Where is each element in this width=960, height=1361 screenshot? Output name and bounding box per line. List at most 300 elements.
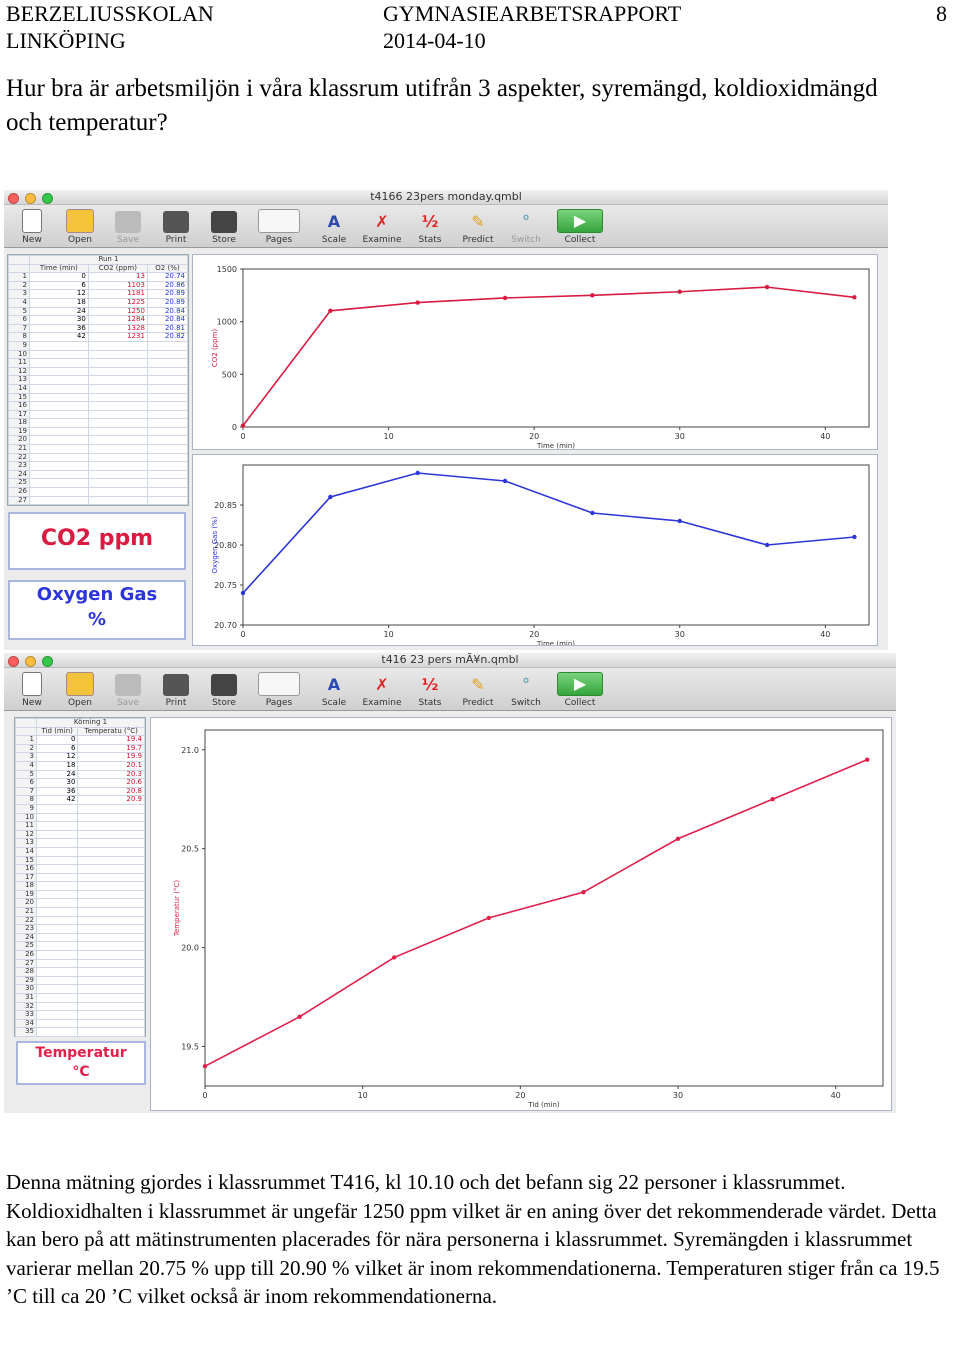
table-cell[interactable]: 6 xyxy=(30,281,89,290)
table-cell[interactable] xyxy=(37,951,78,960)
table-row[interactable] xyxy=(16,839,145,848)
table-row[interactable] xyxy=(16,822,145,831)
table-cell[interactable] xyxy=(147,470,187,479)
co2-graph[interactable] xyxy=(192,254,878,450)
table-cell[interactable]: 20.82 xyxy=(147,333,187,342)
table-cell[interactable] xyxy=(30,350,89,359)
table-cell[interactable]: 20.84 xyxy=(147,307,187,316)
table-cell[interactable] xyxy=(37,959,78,968)
table-cell[interactable] xyxy=(88,393,147,402)
table-cell[interactable]: 20.86 xyxy=(147,281,187,290)
table-row[interactable] xyxy=(16,856,145,865)
table-row[interactable] xyxy=(9,324,188,333)
table-cell[interactable]: 36 xyxy=(37,787,78,796)
row-number[interactable]: 7 xyxy=(16,787,37,796)
table-cell[interactable] xyxy=(37,839,78,848)
table-cell[interactable] xyxy=(147,445,187,454)
table-row[interactable] xyxy=(9,384,188,393)
table-row[interactable] xyxy=(16,951,145,960)
new-button[interactable]: New xyxy=(8,209,56,247)
table-cell[interactable] xyxy=(78,1002,145,1011)
table-cell[interactable] xyxy=(37,1002,78,1011)
table-cell[interactable] xyxy=(78,994,145,1003)
table-cell[interactable] xyxy=(30,359,89,368)
table-cell[interactable]: 30 xyxy=(30,316,89,325)
table-cell[interactable] xyxy=(37,908,78,917)
row-number[interactable]: 22 xyxy=(9,453,30,462)
examine-button[interactable]: ✗ Examine xyxy=(362,675,402,708)
pages-button[interactable]: Pages xyxy=(248,672,310,710)
row-number[interactable]: 2 xyxy=(16,744,37,753)
row-number[interactable]: 2 xyxy=(9,281,30,290)
table-cell[interactable] xyxy=(147,393,187,402)
predict-button[interactable]: ✎ Predict xyxy=(462,212,494,245)
table-cell[interactable]: 30 xyxy=(37,779,78,788)
table-cell[interactable] xyxy=(30,410,89,419)
table-row[interactable] xyxy=(9,479,188,488)
table-row[interactable] xyxy=(16,779,145,788)
table-row[interactable] xyxy=(16,761,145,770)
table-cell[interactable] xyxy=(78,865,145,874)
table-cell[interactable] xyxy=(37,856,78,865)
table-row[interactable] xyxy=(16,908,145,917)
table-cell[interactable] xyxy=(88,436,147,445)
row-number[interactable]: 17 xyxy=(9,410,30,419)
table-row[interactable] xyxy=(16,813,145,822)
row-number[interactable]: 6 xyxy=(9,316,30,325)
table-cell[interactable] xyxy=(30,436,89,445)
table-cell[interactable] xyxy=(37,994,78,1003)
table-cell[interactable] xyxy=(37,899,78,908)
table-row[interactable] xyxy=(16,916,145,925)
table-cell[interactable] xyxy=(88,488,147,497)
table-cell[interactable]: 1328 xyxy=(88,324,147,333)
row-number[interactable]: 5 xyxy=(9,307,30,316)
table-cell[interactable]: 18 xyxy=(37,761,78,770)
new-button[interactable]: New xyxy=(8,672,56,710)
row-number[interactable]: 20 xyxy=(9,436,30,445)
table-cell[interactable]: 19.4 xyxy=(78,736,145,745)
pages-button[interactable]: Pages xyxy=(248,209,310,247)
row-number[interactable]: 29 xyxy=(16,976,37,985)
row-number[interactable]: 33 xyxy=(16,1011,37,1020)
table-cell[interactable] xyxy=(88,462,147,471)
data-table[interactable] xyxy=(7,254,189,506)
table-cell[interactable]: 0 xyxy=(30,273,89,282)
row-number[interactable]: 11 xyxy=(16,822,37,831)
table-cell[interactable] xyxy=(88,470,147,479)
table-cell[interactable] xyxy=(30,470,89,479)
scale-button[interactable]: A Scale xyxy=(321,675,347,708)
table-cell[interactable]: 20.9 xyxy=(78,796,145,805)
table-row[interactable] xyxy=(16,865,145,874)
table-cell[interactable]: 36 xyxy=(30,324,89,333)
table-cell[interactable] xyxy=(147,436,187,445)
table-row[interactable] xyxy=(9,488,188,497)
table-cell[interactable] xyxy=(78,908,145,917)
table-cell[interactable] xyxy=(78,856,145,865)
table-row[interactable] xyxy=(9,470,188,479)
table-cell[interactable] xyxy=(30,419,89,428)
row-number[interactable]: 19 xyxy=(16,890,37,899)
table-cell[interactable] xyxy=(147,462,187,471)
row-number[interactable]: 26 xyxy=(9,488,30,497)
table-cell[interactable] xyxy=(147,488,187,497)
table-row[interactable] xyxy=(16,1019,145,1028)
table-cell[interactable] xyxy=(147,453,187,462)
print-button[interactable]: Print xyxy=(152,674,200,710)
table-cell[interactable] xyxy=(37,916,78,925)
row-number[interactable]: 25 xyxy=(9,479,30,488)
table-cell[interactable]: 20.6 xyxy=(78,779,145,788)
table-cell[interactable] xyxy=(147,402,187,411)
table-row[interactable] xyxy=(16,882,145,891)
table-cell[interactable] xyxy=(37,933,78,942)
table-cell[interactable] xyxy=(88,359,147,368)
row-number[interactable]: 8 xyxy=(16,796,37,805)
row-number[interactable]: 32 xyxy=(16,1002,37,1011)
table-cell[interactable] xyxy=(37,813,78,822)
table-cell[interactable] xyxy=(30,496,89,505)
table-row[interactable] xyxy=(9,273,188,282)
row-number[interactable]: 15 xyxy=(9,393,30,402)
table-cell[interactable] xyxy=(37,1028,78,1037)
table-cell[interactable] xyxy=(78,813,145,822)
table-cell[interactable] xyxy=(37,830,78,839)
table-cell[interactable] xyxy=(147,341,187,350)
table-row[interactable] xyxy=(16,796,145,805)
table-cell[interactable]: 1225 xyxy=(88,298,147,307)
row-number[interactable]: 11 xyxy=(9,359,30,368)
table-cell[interactable] xyxy=(78,916,145,925)
table-cell[interactable] xyxy=(30,393,89,402)
table-cell[interactable]: 24 xyxy=(30,307,89,316)
table-cell[interactable]: 20.81 xyxy=(147,324,187,333)
row-number[interactable]: 3 xyxy=(16,753,37,762)
table-row[interactable] xyxy=(16,1002,145,1011)
row-number[interactable]: 9 xyxy=(16,804,37,813)
table-row[interactable] xyxy=(9,359,188,368)
row-number[interactable]: 18 xyxy=(16,882,37,891)
row-number[interactable]: 17 xyxy=(16,873,37,882)
table-cell[interactable]: 19.9 xyxy=(78,753,145,762)
table-cell[interactable]: 20.89 xyxy=(147,298,187,307)
row-number[interactable]: 1 xyxy=(9,273,30,282)
table-cell[interactable] xyxy=(147,350,187,359)
switch-button[interactable]: ° Switch xyxy=(511,212,541,245)
table-row[interactable] xyxy=(16,976,145,985)
table-row[interactable] xyxy=(9,462,188,471)
table-cell[interactable]: 20.89 xyxy=(147,290,187,299)
table-row[interactable] xyxy=(9,402,188,411)
table-cell[interactable] xyxy=(78,951,145,960)
table-row[interactable] xyxy=(9,298,188,307)
table-row[interactable] xyxy=(16,753,145,762)
table-cell[interactable] xyxy=(37,873,78,882)
table-cell[interactable]: 1284 xyxy=(88,316,147,325)
table-cell[interactable] xyxy=(78,882,145,891)
row-number[interactable]: 23 xyxy=(16,925,37,934)
table-cell[interactable] xyxy=(88,496,147,505)
table-cell[interactable] xyxy=(78,804,145,813)
table-cell[interactable] xyxy=(88,445,147,454)
table-cell[interactable] xyxy=(30,488,89,497)
table-row[interactable] xyxy=(16,787,145,796)
table-cell[interactable] xyxy=(88,350,147,359)
table-cell[interactable]: 42 xyxy=(30,333,89,342)
row-number[interactable]: 26 xyxy=(16,951,37,960)
row-number[interactable]: 6 xyxy=(16,779,37,788)
table-cell[interactable] xyxy=(37,985,78,994)
table-row[interactable] xyxy=(16,830,145,839)
table-cell[interactable] xyxy=(78,985,145,994)
row-number[interactable]: 14 xyxy=(9,384,30,393)
store-button[interactable]: Store xyxy=(200,211,248,247)
row-number[interactable]: 30 xyxy=(16,985,37,994)
table-cell[interactable] xyxy=(78,942,145,951)
table-cell[interactable]: 42 xyxy=(37,796,78,805)
table-row[interactable] xyxy=(16,959,145,968)
row-number[interactable]: 8 xyxy=(9,333,30,342)
table-cell[interactable] xyxy=(37,1019,78,1028)
table-row[interactable] xyxy=(9,427,188,436)
table-cell[interactable]: 12 xyxy=(30,290,89,299)
table-row[interactable] xyxy=(9,376,188,385)
table-row[interactable] xyxy=(16,994,145,1003)
row-number[interactable]: 10 xyxy=(9,350,30,359)
table-cell[interactable] xyxy=(88,427,147,436)
table-row[interactable] xyxy=(16,804,145,813)
table-cell[interactable] xyxy=(88,402,147,411)
table-row[interactable] xyxy=(16,942,145,951)
table-cell[interactable] xyxy=(78,933,145,942)
table-cell[interactable] xyxy=(147,367,187,376)
table-cell[interactable]: 1250 xyxy=(88,307,147,316)
temperature-graph[interactable] xyxy=(150,717,892,1111)
table-row[interactable] xyxy=(16,899,145,908)
table-cell[interactable]: 18 xyxy=(30,298,89,307)
table-cell[interactable] xyxy=(78,890,145,899)
oxygen-graph[interactable] xyxy=(192,454,878,646)
table-cell[interactable] xyxy=(147,479,187,488)
table-row[interactable] xyxy=(9,341,188,350)
table-cell[interactable] xyxy=(37,804,78,813)
table-row[interactable] xyxy=(9,333,188,342)
store-button[interactable]: Store xyxy=(200,674,248,710)
table-cell[interactable]: 24 xyxy=(37,770,78,779)
table-cell[interactable] xyxy=(78,830,145,839)
table-cell[interactable] xyxy=(37,1011,78,1020)
table-cell[interactable] xyxy=(147,359,187,368)
table-cell[interactable] xyxy=(78,1028,145,1037)
table-cell[interactable]: 0 xyxy=(37,736,78,745)
table-row[interactable] xyxy=(9,367,188,376)
table-cell[interactable] xyxy=(88,367,147,376)
table-cell[interactable] xyxy=(78,873,145,882)
table-cell[interactable]: 6 xyxy=(37,744,78,753)
table-row[interactable] xyxy=(16,873,145,882)
row-number[interactable]: 19 xyxy=(9,427,30,436)
table-cell[interactable] xyxy=(30,453,89,462)
row-number[interactable]: 23 xyxy=(9,462,30,471)
table-row[interactable] xyxy=(16,890,145,899)
table-cell[interactable] xyxy=(78,847,145,856)
table-cell[interactable] xyxy=(78,1019,145,1028)
table-row[interactable] xyxy=(9,290,188,299)
table-cell[interactable] xyxy=(88,419,147,428)
row-number[interactable]: 31 xyxy=(16,994,37,1003)
row-number[interactable]: 16 xyxy=(16,865,37,874)
table-cell[interactable]: 1103 xyxy=(88,281,147,290)
open-button[interactable]: Open xyxy=(56,209,104,247)
table-row[interactable] xyxy=(9,410,188,419)
table-cell[interactable]: 1231 xyxy=(88,333,147,342)
table-row[interactable] xyxy=(9,350,188,359)
row-number[interactable]: 24 xyxy=(9,470,30,479)
table-cell[interactable] xyxy=(30,376,89,385)
row-number[interactable]: 25 xyxy=(16,942,37,951)
table-cell[interactable] xyxy=(147,410,187,419)
table-cell[interactable] xyxy=(88,384,147,393)
row-number[interactable]: 27 xyxy=(9,496,30,505)
save-button[interactable]: Save xyxy=(104,674,152,710)
table-cell[interactable] xyxy=(37,822,78,831)
table-cell[interactable] xyxy=(37,976,78,985)
row-number[interactable]: 10 xyxy=(16,813,37,822)
table-cell[interactable] xyxy=(30,462,89,471)
row-number[interactable]: 24 xyxy=(16,933,37,942)
row-number[interactable]: 34 xyxy=(16,1019,37,1028)
table-cell[interactable] xyxy=(30,479,89,488)
table-cell[interactable] xyxy=(37,882,78,891)
row-number[interactable]: 5 xyxy=(16,770,37,779)
row-number[interactable]: 21 xyxy=(16,908,37,917)
table-row[interactable] xyxy=(16,985,145,994)
table-cell[interactable]: 20.74 xyxy=(147,273,187,282)
stats-button[interactable]: ½ Stats xyxy=(418,675,442,708)
row-number[interactable]: 3 xyxy=(9,290,30,299)
table-cell[interactable] xyxy=(37,968,78,977)
table-cell[interactable] xyxy=(147,376,187,385)
table-cell[interactable] xyxy=(37,865,78,874)
table-cell[interactable]: 12 xyxy=(37,753,78,762)
collect-button[interactable]: ▶ Collect xyxy=(550,209,610,247)
table-cell[interactable] xyxy=(30,427,89,436)
row-number[interactable]: 35 xyxy=(16,1028,37,1037)
row-number[interactable]: 7 xyxy=(9,324,30,333)
row-number[interactable]: 12 xyxy=(9,367,30,376)
table-row[interactable] xyxy=(16,736,145,745)
table-cell[interactable]: 20.1 xyxy=(78,761,145,770)
table-row[interactable] xyxy=(9,445,188,454)
table-cell[interactable] xyxy=(30,445,89,454)
row-number[interactable]: 9 xyxy=(9,341,30,350)
table-row[interactable] xyxy=(16,770,145,779)
row-number[interactable]: 4 xyxy=(9,298,30,307)
table-cell[interactable] xyxy=(88,479,147,488)
table-cell[interactable]: 13 xyxy=(88,273,147,282)
row-number[interactable]: 13 xyxy=(16,839,37,848)
table-row[interactable] xyxy=(16,925,145,934)
table-row[interactable] xyxy=(9,453,188,462)
table-cell[interactable] xyxy=(147,384,187,393)
table-row[interactable] xyxy=(16,744,145,753)
table-cell[interactable]: 20.84 xyxy=(147,316,187,325)
table-row[interactable] xyxy=(16,847,145,856)
table-cell[interactable] xyxy=(78,1011,145,1020)
table-row[interactable] xyxy=(9,436,188,445)
examine-button[interactable]: ✗ Examine xyxy=(362,212,402,245)
row-number[interactable]: 20 xyxy=(16,899,37,908)
table-cell[interactable] xyxy=(78,839,145,848)
table-row[interactable] xyxy=(9,393,188,402)
scale-button[interactable]: A Scale xyxy=(321,212,347,245)
table-row[interactable] xyxy=(9,316,188,325)
table-cell[interactable] xyxy=(88,410,147,419)
table-cell[interactable] xyxy=(147,419,187,428)
collect-button[interactable]: ▶ Collect xyxy=(550,672,610,710)
table-row[interactable] xyxy=(9,496,188,505)
row-number[interactable]: 13 xyxy=(9,376,30,385)
data-table[interactable] xyxy=(14,717,146,1037)
table-cell[interactable] xyxy=(37,925,78,934)
row-number[interactable]: 14 xyxy=(16,847,37,856)
table-cell[interactable] xyxy=(78,899,145,908)
row-number[interactable]: 12 xyxy=(16,830,37,839)
stats-button[interactable]: ½ Stats xyxy=(418,212,442,245)
table-cell[interactable]: 1181 xyxy=(88,290,147,299)
row-number[interactable]: 16 xyxy=(9,402,30,411)
table-cell[interactable] xyxy=(147,496,187,505)
table-cell[interactable] xyxy=(78,822,145,831)
table-cell[interactable] xyxy=(30,384,89,393)
table-cell[interactable] xyxy=(78,959,145,968)
save-button[interactable]: Save xyxy=(104,211,152,247)
row-number[interactable]: 28 xyxy=(16,968,37,977)
table-row[interactable] xyxy=(9,419,188,428)
table-row[interactable] xyxy=(9,307,188,316)
table-row[interactable] xyxy=(16,1028,145,1037)
table-cell[interactable]: 19.7 xyxy=(78,744,145,753)
row-number[interactable]: 22 xyxy=(16,916,37,925)
table-cell[interactable] xyxy=(30,402,89,411)
row-number[interactable]: 4 xyxy=(16,761,37,770)
table-cell[interactable] xyxy=(37,942,78,951)
table-cell[interactable] xyxy=(37,847,78,856)
table-cell[interactable]: 20.3 xyxy=(78,770,145,779)
row-number[interactable]: 21 xyxy=(9,445,30,454)
table-cell[interactable] xyxy=(88,453,147,462)
row-number[interactable]: 15 xyxy=(16,856,37,865)
table-row[interactable] xyxy=(16,933,145,942)
open-button[interactable]: Open xyxy=(56,672,104,710)
row-number[interactable]: 27 xyxy=(16,959,37,968)
table-cell[interactable] xyxy=(88,341,147,350)
table-cell[interactable]: 20.8 xyxy=(78,787,145,796)
table-cell[interactable] xyxy=(30,367,89,376)
table-cell[interactable] xyxy=(78,925,145,934)
print-button[interactable]: Print xyxy=(152,211,200,247)
table-cell[interactable] xyxy=(30,341,89,350)
table-row[interactable] xyxy=(16,968,145,977)
row-number[interactable]: 1 xyxy=(16,736,37,745)
predict-button[interactable]: ✎ Predict xyxy=(462,675,494,708)
switch-button[interactable]: ° Switch xyxy=(511,675,541,708)
table-cell[interactable] xyxy=(88,376,147,385)
table-cell[interactable] xyxy=(147,427,187,436)
table-cell[interactable] xyxy=(37,890,78,899)
table-cell[interactable] xyxy=(78,976,145,985)
